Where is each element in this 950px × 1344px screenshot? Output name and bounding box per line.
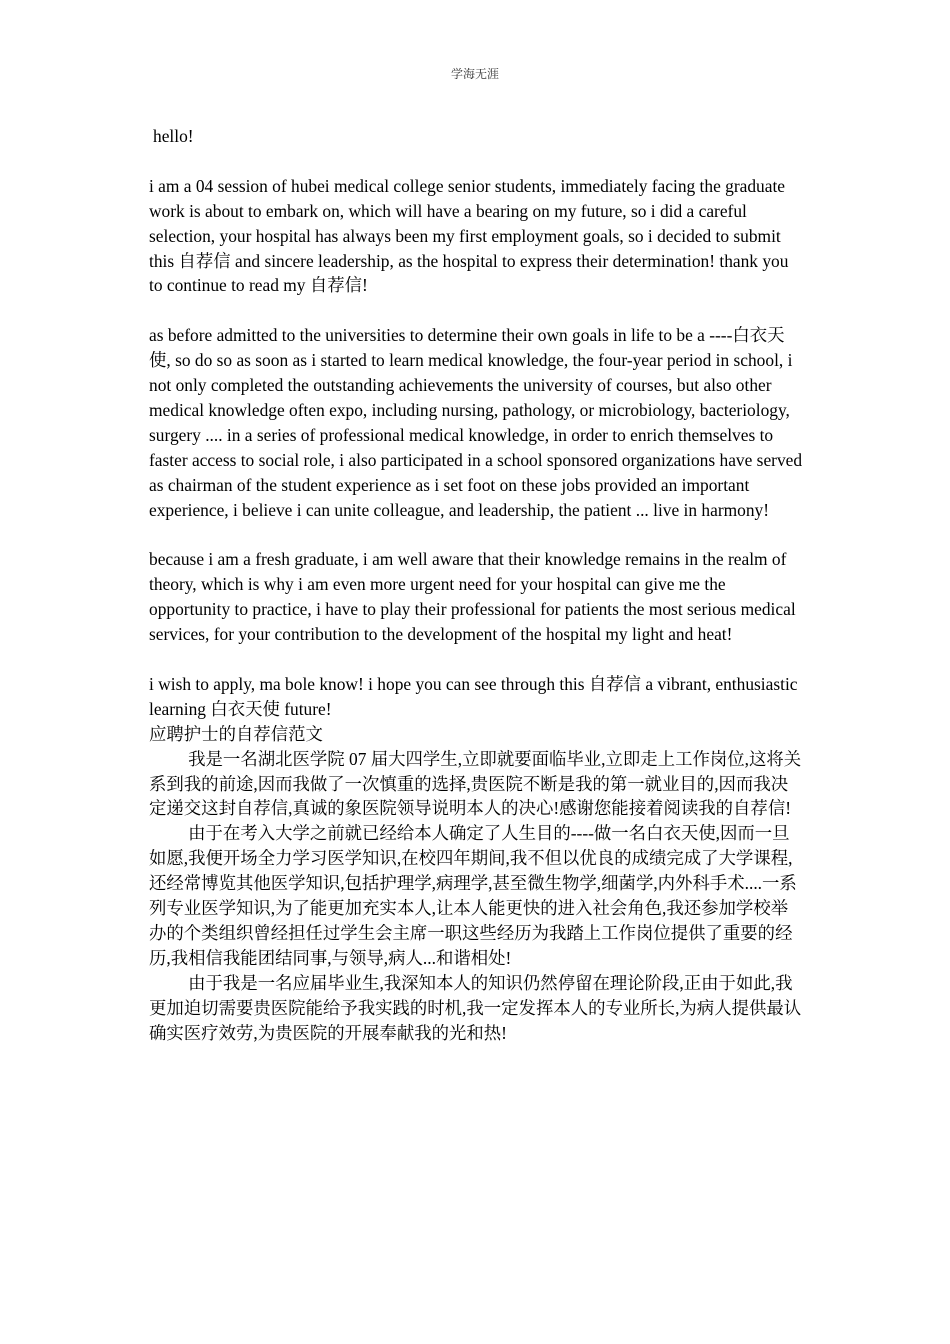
english-paragraph-3: because i am a fresh graduate, i am well aware that their knowledge remains in the realm of theory, which is why i am even more urgent need for your hospital can give me the opportunity to practice, i have to play their professional for patients the most serious medical services, for your contribution to the development of the hospital my light and heat! [149,549,796,645]
english-paragraph-4: i wish to apply, ma bole know! i hope you can see through this 自荐信 a vibrant, enthusiastic learning 白衣天使 future! [149,673,798,719]
english-paragraph-1: i am a 04 session of hubei medical college senior students, immediately facing the graduate work is about to embark on, which will have a bearing on my future, so i did a careful selection, your hospital has always been my first employment goals, so i decided to submit this 自荐信 and sincere leadership, as the hospital to express their determination! thank you to continue to read my 自荐信! [149,175,789,296]
chinese-section-title: 应聘护士的自荐信范文 [149,723,323,744]
greeting-line: hello! [153,126,194,146]
english-paragraph-2: as before admitted to the universities to determine their own goals in life to be a ----白衣天使, so do so as soon as i started to learn medical knowledge, the four-year period in school, i not only completed the outstanding achievements the university of courses, but also other medical knowledge often expo, including nursing, pathology, or microbiology, bacteriology, surgery .... in a series of professional medical knowledge, in order to enrich themselves to faster access to social role, i also participated in a school sponsored organizations have served as chairman of the student experience as i set foot on these jobs provided an important experience, i believe i can unite colleague, and leadership, the patient ... live in harmony! [149,325,803,520]
chinese-paragraph-3: 由于我是一名应届毕业生,我深知本人的知识仍然停留在理论阶段,正由于如此,我更加迫切需要贵医院能给予我实践的时机,我一定发挥本人的专业所长,为病人提供最认确实医疗效劳,为贵医院的开展奉献我的光和热! [149,972,802,1043]
chinese-paragraph-2: 由于在考入大学之前就已经给本人确定了人生目的----做一名白衣天使,因而一旦如愿,我便开场全力学习医学知识,在校四年期间,我不但以优良的成绩完成了大学课程,还经常博览其他医学知识,包括护理学,病理学,甚至微生物学,细菌学,内外科手术....一系列专业医学知识,为了能更加充实本人,让本人能更快的进入社会角色,我还参加学校举办的个类组织曾经担任过学生会主席一职这些经历为我踏上工作岗位提供了重要的经历,我相信我能团结同事,与领导,病人...和谐相处! [149,823,797,968]
page-header: 学海无涯 [450,67,499,81]
chinese-paragraph-1: 我是一名湖北医学院 07 届大四学生,立即就要面临毕业,立即走上工作岗位,这将关系到我的前途,因而我做了一次慎重的选择,贵医院不断是我的第一就业目的,因而我决定递交这封自荐信,真诚的象医院领导说明本人的决心!感谢您能接着阅读我的自荐信! [149,748,802,819]
document-body [149,124,804,1045]
